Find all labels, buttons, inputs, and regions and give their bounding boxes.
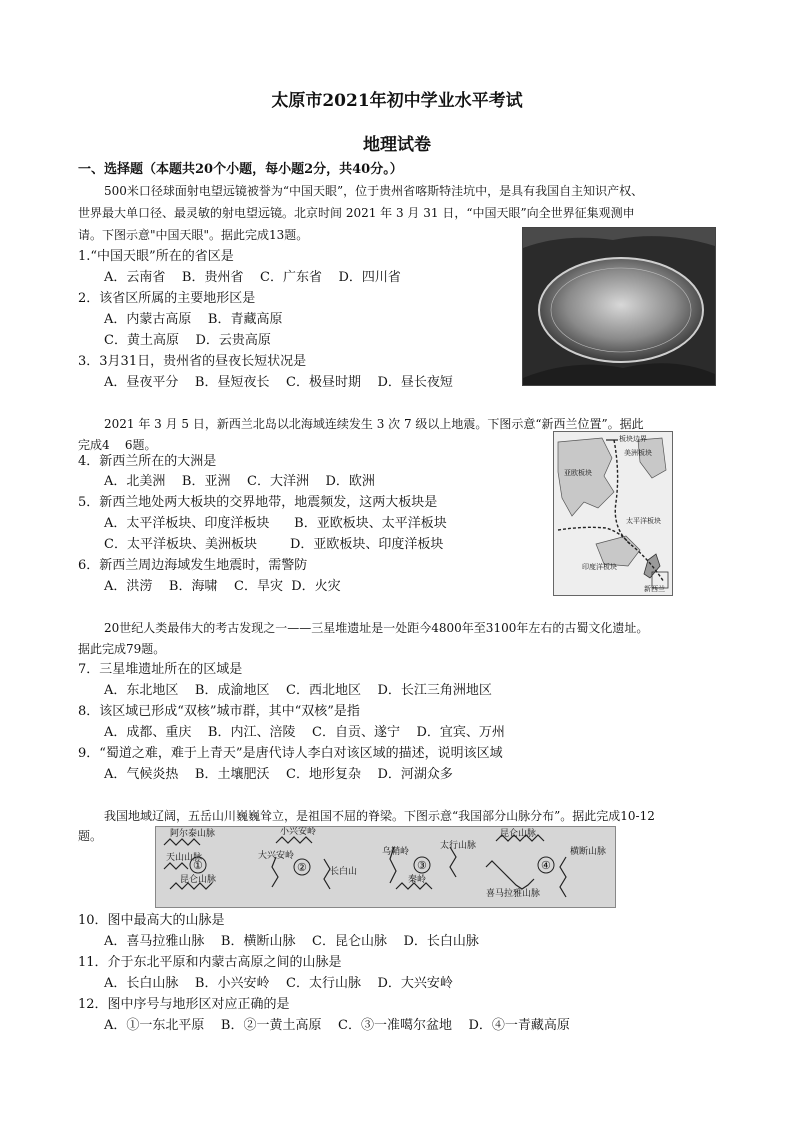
label-number-2: ② xyxy=(297,861,307,874)
passage-1-line-1: 500米口径球面射电望远镜被誉为“中国天眼”，位于贵州省喀斯特洼坑中，是具有我国自主知识产权、 xyxy=(104,184,644,198)
question-3-options: A．昼夜平分 B．昼短夜长 C．极昼时期 D．昼长夜短 xyxy=(104,375,453,390)
label-kunlun-1: 昆仑山脉 xyxy=(180,875,217,885)
question-1-stem: 1.“中国天眼”所在的省区是 xyxy=(78,249,234,264)
question-11-stem: 11．介于东北平原和内蒙古高原之间的山脉是 xyxy=(78,955,342,970)
label-xiaoxing: 小兴安岭 xyxy=(280,827,317,837)
question-7-options: A．东北地区 B．成渝地区 C．西北地区 D．长江三角洲地区 xyxy=(104,683,492,698)
passage-4-line-1: 我国地域辽阔，五岳山川巍巍耸立，是祖国不屈的脊梁。下图示意“我国部分山脉分布”。据此完成10-12 xyxy=(104,809,655,823)
question-7-stem: 7．三星堆遗址所在的区域是 xyxy=(78,662,243,677)
question-12-stem: 12．图中序号与地形区对应正确的是 xyxy=(78,997,290,1012)
label-kunlun-2: 昆仑山脉 xyxy=(500,829,537,839)
mountain-ranges-diagram xyxy=(155,826,616,908)
map-label-new-zealand: 新西兰 xyxy=(644,585,665,593)
question-5-options-2: C．太平洋板块、美洲板块 D．亚欧板块、印度洋板块 xyxy=(104,537,444,552)
passage-2-line-1: 2021 年 3 月 5 日，新西兰北岛以北海域连续发生 3 次 7 级以上地震。下图示意“新西兰位置”。据此 xyxy=(104,417,644,431)
label-qinling: 秦岭 xyxy=(408,875,427,885)
label-wuqiao: 乌鞘岭 xyxy=(382,847,410,857)
question-5-options-1: A．太平洋板块、印度洋板块 B．亚欧板块、太平洋板块 xyxy=(104,516,447,531)
map-label-eurasian-plate: 亚欧板块 xyxy=(564,469,592,477)
passage-4-line-2: 题。 xyxy=(78,829,103,843)
section-heading: 一、选择题（本题共20个小题，每小题2分，共40分。） xyxy=(78,162,403,177)
label-number-3: ③ xyxy=(417,859,427,872)
question-12-options: A．①一东北平原 B．②一黄土高原 C．③一准噶尔盆地 D．④一青藏高原 xyxy=(104,1018,570,1033)
question-3-stem: 3．3月31日，贵州省的昼夜长短状况是 xyxy=(78,354,307,369)
map-legend-label: 板块边界 xyxy=(619,435,647,443)
exam-title: 太原市2021年初中学业水平考试 xyxy=(271,91,523,111)
passage-3-line-2: 据此完成79题。 xyxy=(78,642,166,656)
question-8-stem: 8．该区域已形成“双核”城市群，其中“双核”是指 xyxy=(78,704,360,719)
question-11-options: A．长白山脉 B．小兴安岭 C．太行山脉 D．大兴安岭 xyxy=(104,976,453,991)
question-10-stem: 10．图中最高大的山脉是 xyxy=(78,913,225,928)
question-2-options-1: A．内蒙古高原 B．青藏高原 xyxy=(104,312,283,327)
label-tianshan: 天山山脉 xyxy=(166,853,203,863)
question-8-options: A．成都、重庆 B．内江、涪陵 C．自贡、遂宁 D．宜宾、万州 xyxy=(104,725,505,740)
label-altai: 阿尔泰山脉 xyxy=(170,829,216,839)
map-label-americas-plate: 美洲板块 xyxy=(624,449,652,457)
label-number-1: ① xyxy=(193,859,203,872)
passage-1-line-2: 世界最大单口径、最灵敏的射电望远镜。北京时间 2021 年 3 月 31 日，“中国天眼”向全世界征集观测申 xyxy=(78,206,635,220)
question-9-options: A．气候炎热 B．土壤肥沃 C．地形复杂 D．河湖众多 xyxy=(104,767,453,782)
question-2-options-2: C．黄土高原 D．云贵高原 xyxy=(104,333,271,348)
label-daxing: 大兴安岭 xyxy=(258,851,295,861)
label-hengduan: 横断山脉 xyxy=(570,847,607,857)
label-number-4: ④ xyxy=(541,859,551,872)
label-himalaya: 喜马拉雅山脉 xyxy=(486,889,541,899)
map-label-pacific-plate: 太平洋板块 xyxy=(626,517,661,525)
label-taihang: 太行山脉 xyxy=(440,841,477,851)
fast-telescope-photo xyxy=(522,227,716,386)
question-4-options: A．北美洲 B．亚洲 C．大洋洲 D．欧洲 xyxy=(104,474,375,489)
question-10-options: A．喜马拉雅山脉 B．横断山脉 C．昆仑山脉 D．长白山脉 xyxy=(104,934,479,949)
question-5-stem: 5．新西兰地处两大板块的交界地带，地震频发，这两大板块是 xyxy=(78,495,438,510)
map-label-indian-plate: 印度洋板块 xyxy=(582,563,617,571)
question-4-stem: 4．新西兰所在的大洲是 xyxy=(78,454,217,469)
passage-3-line-1: 20世纪人类最伟大的考古发现之一——三星堆遗址是一处距今4800年至3100年左右的古蜀文化遗址。 xyxy=(104,621,649,635)
passage-2-line-2: 完成4 6题。 xyxy=(78,438,157,452)
new-zealand-map xyxy=(553,431,673,596)
question-9-stem: 9．“蜀道之难，难于上青天”是唐代诗人李白对该区域的描述，说明该区域 xyxy=(78,746,503,761)
question-1-options: A．云南省 B．贵州省 C．广东省 D．四川省 xyxy=(104,270,401,285)
question-6-options: A．洪涝 B．海啸 C．旱灾 D．火灾 xyxy=(104,579,341,594)
label-changbai: 长白山 xyxy=(330,867,358,877)
passage-1-line-3: 请。下图示意"中国天眼"。据此完成13题。 xyxy=(78,228,309,242)
exam-subtitle: 地理试卷 xyxy=(363,135,431,155)
question-2-stem: 2．该省区所属的主要地形区是 xyxy=(78,291,256,306)
question-6-stem: 6．新西兰周边海域发生地震时，需警防 xyxy=(78,558,308,573)
